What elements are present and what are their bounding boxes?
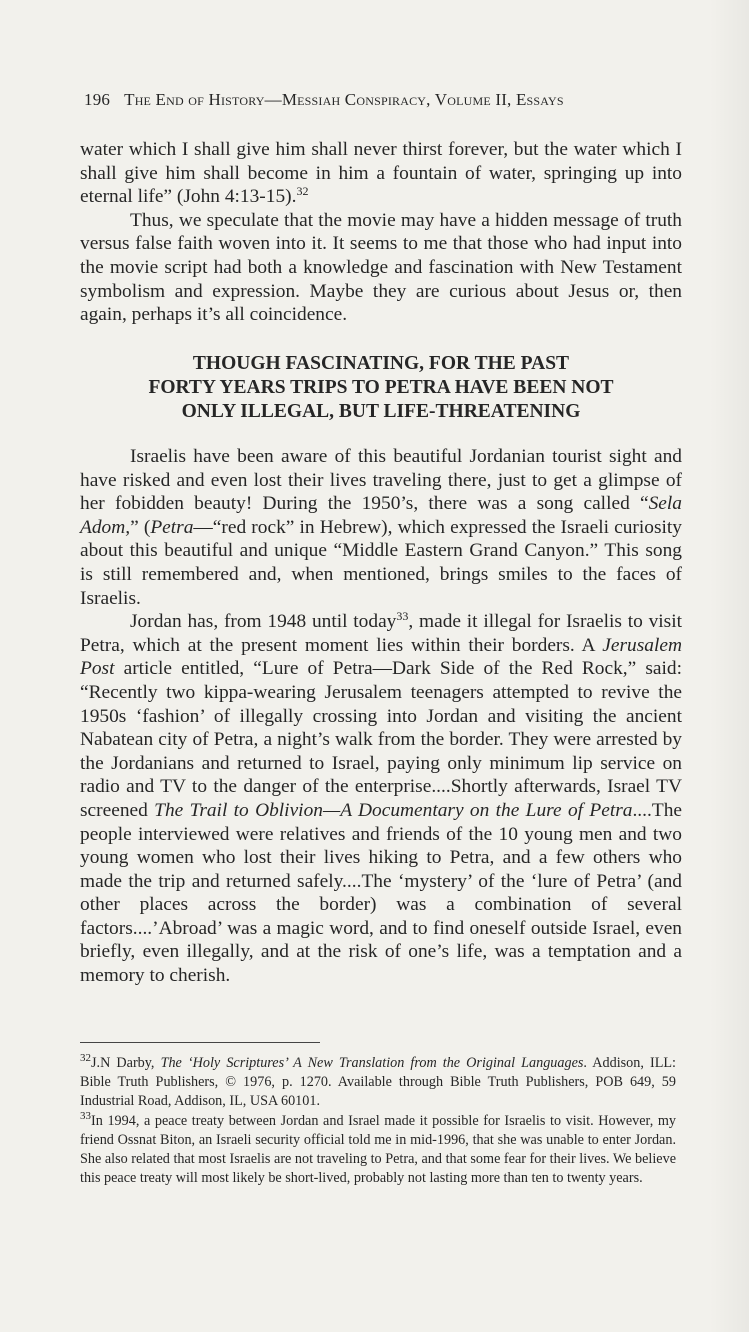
section-heading: [80, 352, 682, 424]
text-run: Israelis have been aware of this beautiful Jordanian tourist sight and have risked and even lost their lives traveling there, just to get a glimpse of her fobidden beauty! During the 1950’s, there was a song called “: [80, 446, 682, 515]
footnote-33: [80, 1109, 676, 1189]
footnote-ref-32: 32: [296, 184, 309, 199]
petra-italic: Petra: [150, 516, 194, 538]
heading-line-1: THOUGH FASCINATING, FOR THE PAST: [192, 353, 570, 374]
page-edge-shadow: [709, 0, 749, 1332]
footnote-number: 33: [80, 1109, 91, 1122]
text-run: J.N Darby,: [91, 1055, 161, 1071]
footnote-ref-33: 33: [396, 609, 409, 624]
text-block-main: [80, 445, 682, 988]
documentary-title: The Trail to Oblivion—A Documentary on the Lure of Petra: [154, 799, 633, 821]
running-title: The End of History—Messiah Conspiracy, Volume II, Essays: [124, 90, 564, 109]
heading-line-2: FORTY YEARS TRIPS TO PETRA HAVE BEEN NOT: [148, 377, 614, 398]
footnote-number: 32: [80, 1052, 91, 1064]
footnotes: [80, 1054, 676, 1188]
paragraph-speculation: Thus, we speculate that the movie may have a hidden message of truth versus false faith woven into it. It seems to me that those who had input into the movie script had both a knowledge and fascination with New Testament symbolism and expression. Maybe they are curious about Jesus or, then again, perhaps it’s all coincidence.: [80, 209, 682, 326]
paragraph-jordan-illegal: [80, 610, 682, 988]
text-run: ....The people interviewed were relatives and friends of the 10 young men and two young women who lost their lives hiking to Petra, and a few others who made the trip and returned safely....The ‘mystery’ of the ‘lure of Petra’ (and other places across the border) was a combination of several factors....’Abroad’ was a magic word, and to find oneself outside Israel, even briefly, even illegally, and at the risk of one’s life, was a temptation and a memory to cherish.: [80, 799, 682, 987]
paragraph-israelis-aware: [80, 445, 682, 610]
text-run: —“red rock” in Hebrew), which expressed the Israeli curiosity about this beautiful and unique “Middle Eastern Grand Canyon.” This song is still remembered and, when mentioned, brings smiles to the faces of Israelis.: [80, 516, 682, 609]
text-run: article entitled, “Lure of Petra—Dark Side of the Red Rock,” said: “Recently two kippa-wearing Jerusalem teenagers attempted to revive the 1950s ‘fashion’ of illegally crossing into Jordan and visiting the ancient Nabatean city of Petra, a night’s walk from the border. They were arrested by the Jordanians and returned to Israel, paying only minimum lip service on radio and TV to the danger of the enterprise....Shortly afterwards, Israel TV screened: [80, 658, 682, 821]
paragraph-john-quote: [80, 138, 682, 209]
text-run: In 1994, a peace treaty between Jordan and Israel made it possible for Israelis to visit. However, my friend Ossnat Biton, an Israeli security official told me in mid-1996, that she was unable to enter Jordan. She also related that most Israelis are not traveling to Petra, and that some fear for their lives. We believe this peace treaty will most likely be short-lived, probably not lasting more than ten to twenty years.: [80, 1112, 676, 1187]
text-block-top: [80, 138, 682, 327]
newspaper-title: Jerusalem Post: [80, 634, 682, 680]
heading-line-3: ONLY ILLEGAL, BUT LIFE-THREATENING: [181, 401, 581, 422]
page-number: 196: [84, 90, 111, 109]
text-run: Jordan has, from 1948 until today: [130, 611, 397, 633]
text-run: . Addison, ILL: Bible Truth Publishers, © 1976, p. 1270. Available through Bible Truth Publishers, POB 649, 59 Industrial Road, Addison, IL, USA 60101.: [80, 1055, 676, 1110]
text-run: , made it illegal for Israelis to visit Petra, which at the present moment lies within their borders. A: [80, 611, 682, 656]
book-title: The ‘Holy Scriptures’ A New Translation from the Original Languages: [160, 1055, 584, 1071]
running-header: [84, 90, 564, 110]
footnote-divider: [80, 1042, 320, 1043]
song-title: Sela Adom,: [80, 493, 682, 538]
text-run: ” (: [130, 516, 151, 538]
footnote-32: [80, 1054, 676, 1112]
paragraph-text: water which I shall give him shall never thirst forever, but the water which I shall give him shall become in him a fountain of water, springing up into eternal life” (John 4:13-15).: [80, 139, 682, 208]
